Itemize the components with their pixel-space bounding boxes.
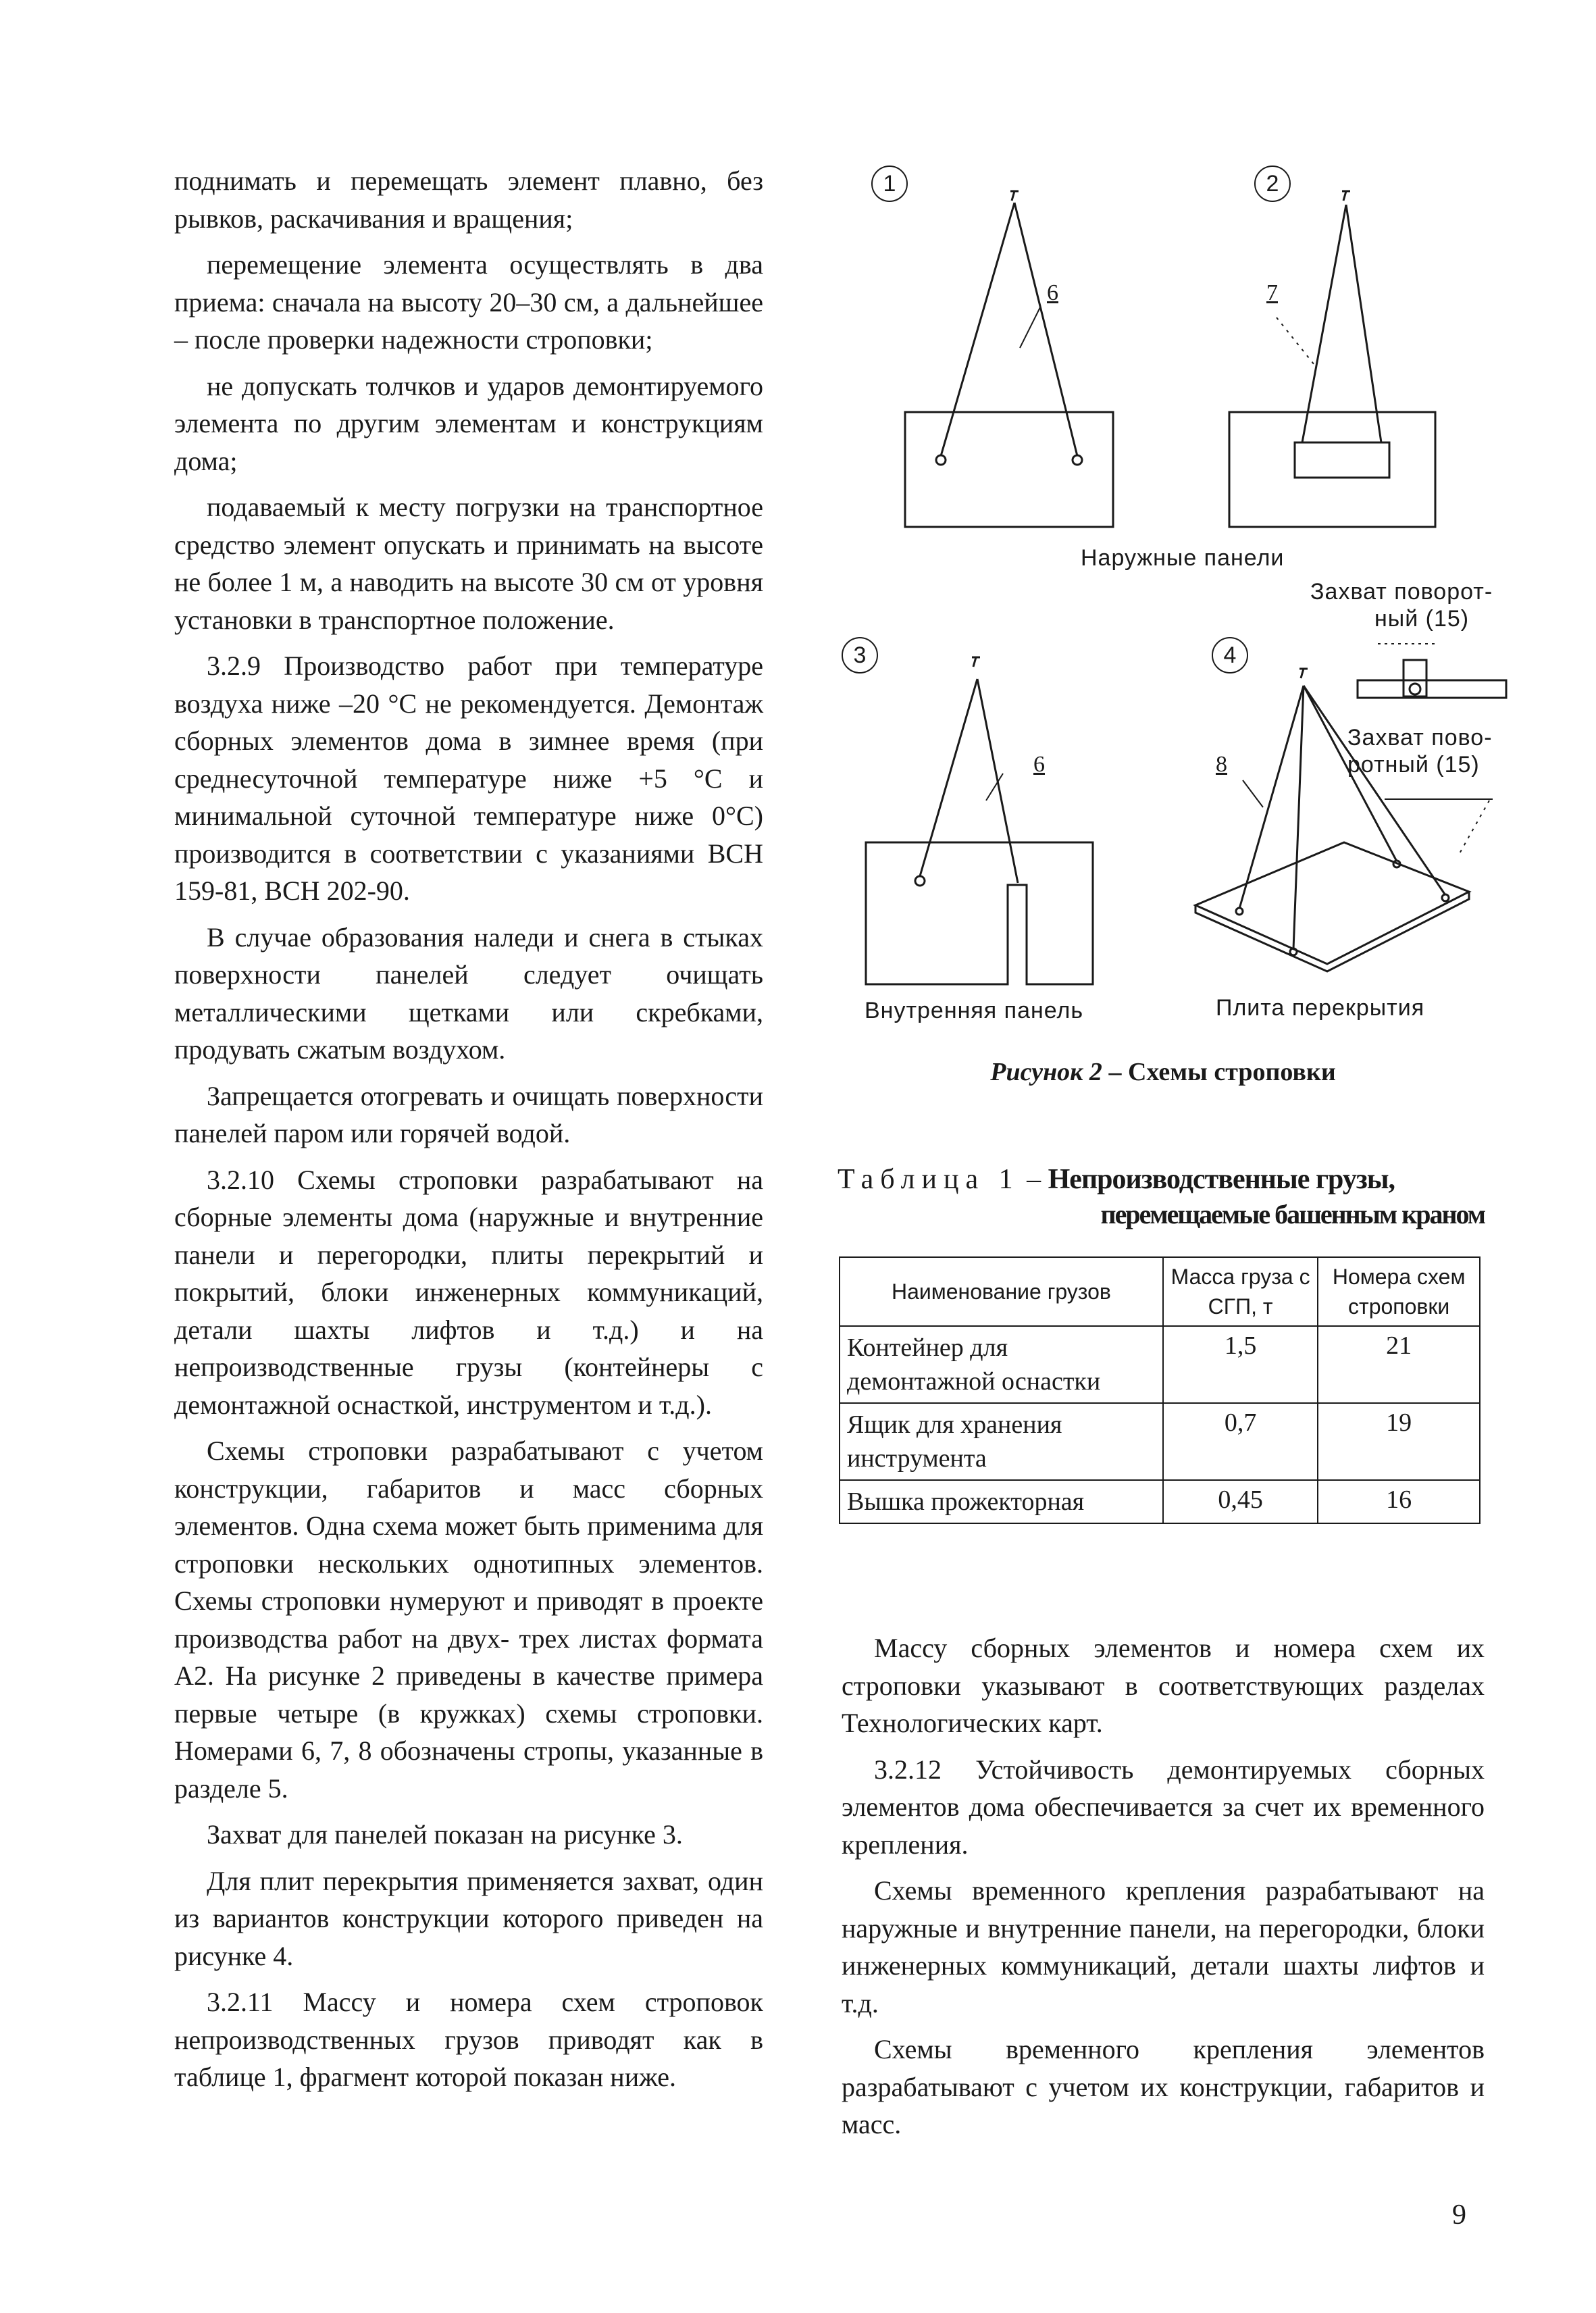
- sling-number: 8: [1216, 752, 1227, 777]
- cargo-mass-cell: 0,45: [1163, 1480, 1318, 1523]
- crane-hook-2: [1342, 191, 1350, 201]
- sling-leg: [1346, 205, 1381, 442]
- paragraph: 3.2.11 Массу и номера схем строповок непроизводственных грузов приводят как в таблице 1, фрагмент которой показан ниже.: [174, 1987, 763, 2092]
- table-label: Таблица 1: [838, 1164, 1020, 1195]
- scheme-number-circle: 2: [1254, 166, 1291, 202]
- outer-panel-1: [905, 412, 1113, 527]
- paragraph: подаваемый к месту погрузки на транспортное средство элемент опускать и принимать на высоте не более 1 м, а наводить на высоте 30 см от уровня установки в транспортное положение.: [174, 492, 763, 635]
- sling-number: 7: [1266, 280, 1278, 305]
- page-number: 9: [1452, 2200, 1466, 2231]
- right-text-column: [842, 1629, 1485, 2152]
- paragraph: 3.2.10 Схемы строповки разрабатывают на сборные элементы дома (наружные и внутренние панели и перегородки, плиты перекрытий и покрытий, блоки инженерных коммуникаций, детали шахты лифтов и т.д.) и на непроизводственные грузы (контейнеры с демонтажной оснасткой, инструментом и т.д.).: [174, 1164, 763, 1420]
- sling-number-leader: [1243, 780, 1263, 807]
- table-row: [840, 1326, 1480, 1403]
- sling-leg: [1293, 686, 1304, 949]
- cargo-table: [839, 1256, 1481, 1524]
- table-row: [840, 1480, 1480, 1523]
- table-title-dash: –: [1019, 1164, 1048, 1195]
- table-header-cell: Масса груза с СГП, т: [1163, 1257, 1318, 1326]
- left-text-column: [174, 162, 763, 2105]
- grip-detail-head: [1404, 660, 1426, 696]
- paragraph: Для плит перекрытия применяется захват, один из вариантов конструкции которого приведен на рисунке 4.: [174, 1865, 763, 1971]
- sling-number: 6: [1047, 280, 1058, 305]
- table-header-row: [840, 1257, 1480, 1326]
- label-floor-slab: Плита перекрытия: [1216, 995, 1425, 1021]
- paragraph: В случае образования наледи и снега в стыках поверхности панелей следует очищать металлическими щетками или скребками, продувать сжатым воздухом.: [174, 921, 763, 1065]
- label-rotary-grip: Захват пово-: [1347, 725, 1493, 751]
- floor-slab-edge: [1195, 892, 1469, 971]
- sling-leg: [1014, 203, 1077, 456]
- sling-leg: [1239, 686, 1304, 909]
- lifting-loop: [1236, 908, 1243, 915]
- floor-slab: [1195, 842, 1469, 964]
- table-header-cell: Номера схем строповки: [1318, 1257, 1480, 1326]
- label-inner-panel: Внутренняя панель: [865, 998, 1084, 1023]
- outer-panel-2: [1229, 412, 1435, 527]
- scheme-number-circle: 1: [871, 166, 908, 202]
- cargo-name-cell: Вышка прожекторная: [840, 1480, 1163, 1523]
- paragraph: 3.2.9 Производство работ при температуре воздуха ниже –20 °С не рекомендуется. Демонтаж сборных элементов дома в зимнее время (при среднесуточной температуре ниже +5 °С и минимальной суточной температуре ниже 0°С) производится в соответствии с указаниями ВСН 159-81, ВСН 202-90.: [174, 651, 763, 906]
- label-rotary-grip: ный (15): [1374, 606, 1470, 632]
- label-rotary-grip: ротный (15): [1347, 752, 1480, 778]
- lifting-loop: [915, 876, 925, 886]
- figure-caption: [842, 1057, 1485, 1087]
- lifting-loop: [1442, 894, 1449, 901]
- paragraph: перемещение элемента осуществлять в два приема: сначала на высоту 20–30 см, а дальнейшее – после проверки надежности строповки;: [174, 249, 763, 355]
- crane-hook-1: [1010, 191, 1019, 201]
- crane-hook-3: [972, 657, 980, 667]
- paragraph: Массу сборных элементов и номера схем их строповки указывают в соответствующих разделах Технологических карт.: [842, 1633, 1485, 1738]
- slinging-schemes-figure: [831, 152, 1513, 1111]
- paragraph: Схемы временного крепления элементов разрабатывают с учетом их конструкции, габаритов и масс.: [842, 2034, 1485, 2139]
- scheme-number-circle: 3: [842, 637, 878, 673]
- table-title-line1: Непроизводственные грузы,: [1048, 1164, 1395, 1195]
- lifting-loop: [936, 455, 946, 465]
- cargo-name-cell: Ящик для хранения инструмента: [840, 1403, 1163, 1480]
- lifting-loop: [1073, 455, 1082, 465]
- paragraph: Схемы временного крепления разрабатывают на наружные и внутренние панели, на перегородки, блоки инженерных коммуникаций, детали шахты лифтов и т.д.: [842, 1875, 1485, 2018]
- table-title: [838, 1162, 1485, 1232]
- grip-detail-body: [1358, 680, 1506, 698]
- table-row: [840, 1403, 1480, 1480]
- sling-number-leader: [1020, 307, 1040, 348]
- paragraph: Запрещается отогревать и очищать поверхности панелей паром или горячей водой.: [174, 1080, 763, 1148]
- scheme-number-circle: 4: [1212, 637, 1248, 673]
- sling-leg-dotted: [1277, 317, 1317, 368]
- label-rotary-grip: Захват поворот-: [1310, 579, 1493, 605]
- scheme-number-cell: 19: [1318, 1403, 1480, 1480]
- sling-number: 6: [1033, 752, 1045, 777]
- table-header-cell: Наименование грузов: [840, 1257, 1163, 1326]
- crane-hook-4: [1299, 669, 1308, 678]
- sling-leg: [920, 679, 977, 876]
- grip-detail-leader: [1459, 800, 1489, 855]
- table-title-line2: перемещаемые башенным краном: [1100, 1199, 1485, 1229]
- paragraph: поднимать и перемещать элемент плавно, без рывков, раскачивания и вращения;: [174, 166, 763, 234]
- sling-leg: [1302, 205, 1346, 442]
- paragraph: Захват для панелей показан на рисунке 3.: [207, 1819, 683, 1850]
- grip-detail-pin: [1410, 684, 1420, 694]
- paragraph: Схемы строповки разрабатывают с учетом конструкции, габаритов и масс сборных элементов. Одна схема может быть применима для строповки нескольких однотипных элементов. Схемы строповки нумеруют и приводят в проекте производства работ на двух- трех листах формата А2. На рисунке 2 приведены в качестве примера первые четыре (в кружках) схемы строповки. Номерами 6, 7, 8 обозначены стропы, указанные в разделе 5.: [174, 1435, 763, 1804]
- sling-leg: [1304, 686, 1445, 895]
- lifting-loop: [1290, 948, 1297, 955]
- cargo-mass-cell: 0,7: [1163, 1403, 1318, 1480]
- figure-caption-prefix: Рисунок 2: [990, 1058, 1102, 1086]
- paragraph: 3.2.12 Устойчивость демонтируемых сборных элементов дома обеспечивается за счет их временного крепления.: [842, 1754, 1485, 1860]
- paragraph: не допускать толчков и ударов демонтируемого элемента по другим элементам и конструкциям дома;: [174, 370, 763, 476]
- cargo-name-cell: Контейнер для демонтажной оснастки: [840, 1326, 1163, 1403]
- panel-grip: [1295, 442, 1389, 478]
- inner-panel: [866, 842, 1093, 984]
- scheme-number-cell: 16: [1318, 1480, 1480, 1523]
- label-outer-panels: Наружные панели: [1081, 545, 1285, 571]
- sling-leg: [941, 203, 1014, 456]
- scheme-number-cell: 21: [1318, 1326, 1480, 1403]
- figure-caption-text: – Схемы строповки: [1102, 1058, 1336, 1086]
- cargo-mass-cell: 1,5: [1163, 1326, 1318, 1403]
